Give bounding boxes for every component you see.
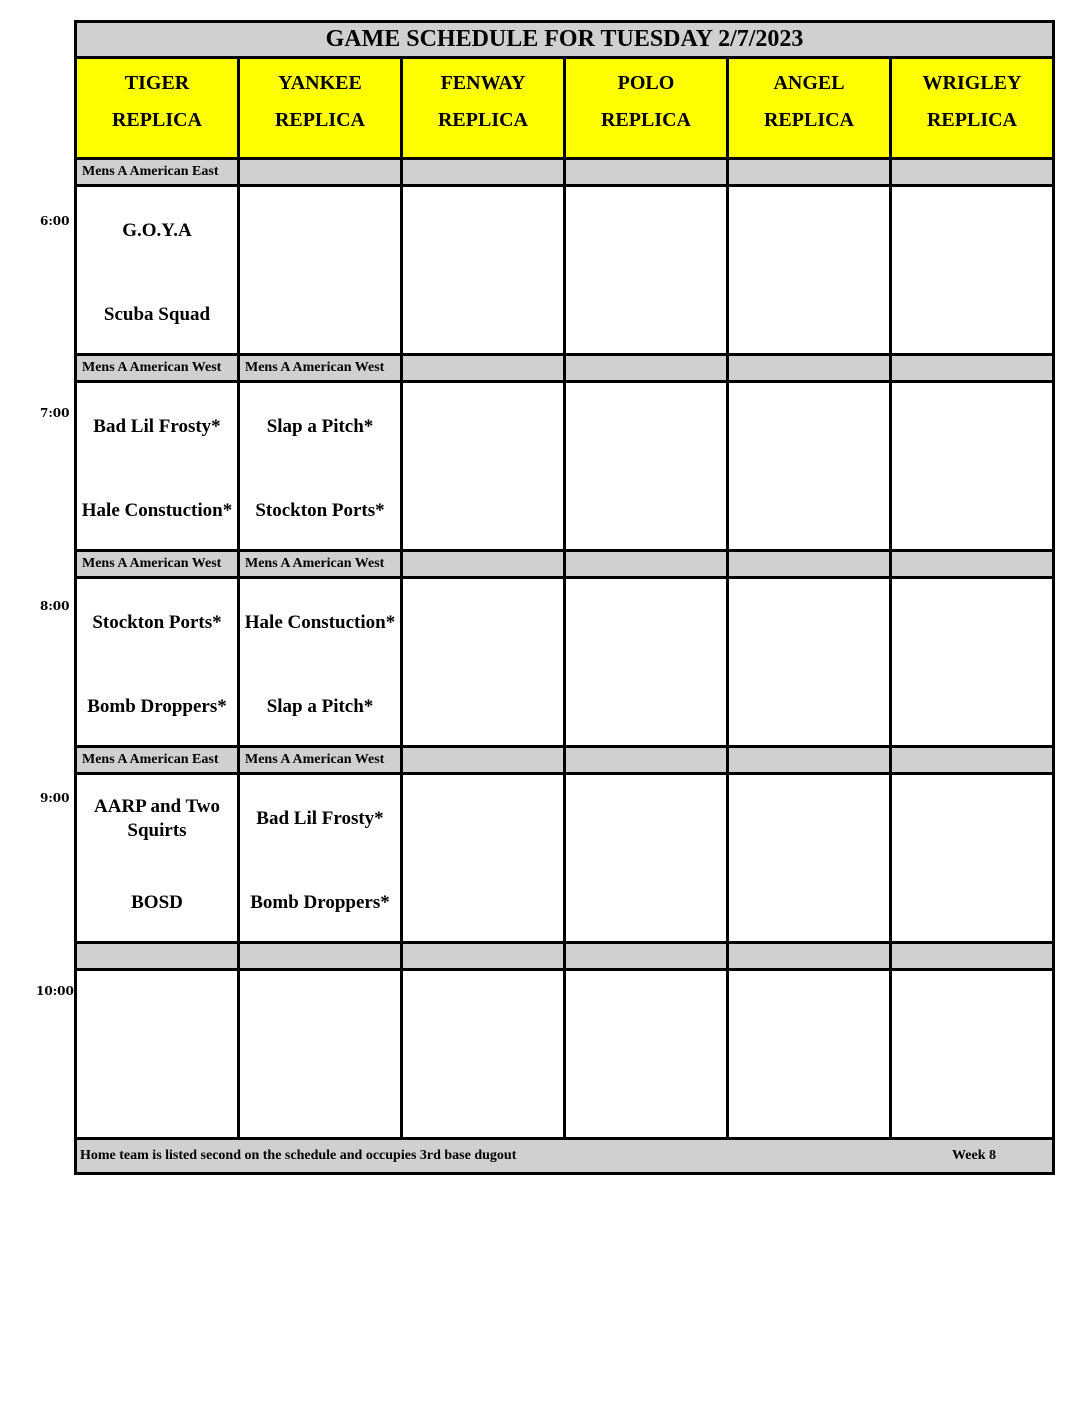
division-label [892, 944, 1055, 968]
schedule-sheet [74, 20, 1055, 1175]
division-label [566, 944, 729, 968]
game-cell [403, 971, 566, 1137]
game-row-9-00 [74, 772, 1055, 941]
field-sub: REPLICA [437, 109, 528, 131]
away-team: AARP and Two Squirts [94, 796, 220, 841]
game-cell [240, 971, 403, 1137]
away-team: Bad Lil Frosty* [93, 416, 221, 437]
field-header-yankee [240, 59, 403, 157]
field-header-polo [566, 59, 729, 157]
time-label: 9:00 [40, 791, 70, 805]
time-label: 6:00 [40, 214, 70, 228]
division-label [892, 356, 1055, 380]
field-sub: REPLICA [926, 109, 1017, 131]
field-name: POLO [617, 72, 675, 94]
division-label [566, 356, 729, 380]
game-cell [77, 971, 240, 1137]
field-name: YANKEE [278, 72, 362, 94]
division-row-8-00 [74, 549, 1055, 576]
home-team: Stockton Ports* [255, 500, 385, 521]
game-row-10-00 [74, 968, 1055, 1137]
game-cell [566, 187, 729, 353]
division-label [892, 552, 1055, 576]
home-team: Bomb Droppers* [250, 892, 390, 913]
division-label [729, 944, 892, 968]
game-cell [77, 579, 240, 745]
division-label [566, 552, 729, 576]
field-sub: REPLICA [111, 109, 202, 131]
field-sub: REPLICA [274, 109, 365, 131]
division-row-7-00 [74, 353, 1055, 380]
game-cell [240, 187, 403, 353]
division-label [403, 356, 566, 380]
game-cell [566, 971, 729, 1137]
game-cell [892, 383, 1055, 549]
division-label [240, 944, 403, 968]
game-row-7-00 [74, 380, 1055, 549]
division-label: Mens A American West [240, 356, 403, 380]
field-name: TIGER [124, 72, 190, 94]
game-row-6-00 [74, 184, 1055, 353]
time-label: 7:00 [40, 406, 70, 420]
division-label [403, 944, 566, 968]
game-cell [566, 579, 729, 745]
away-team: Slap a Pitch* [266, 416, 374, 437]
away-team: Hale Constuction* [244, 612, 396, 633]
division-row-6-00 [74, 157, 1055, 184]
away-team: Bad Lil Frosty* [256, 808, 384, 829]
time-label: 10:00 [36, 984, 74, 998]
home-team: BOSD [131, 892, 183, 913]
home-team: Slap a Pitch* [266, 696, 374, 717]
game-cell [240, 775, 403, 941]
division-label: Mens A American West [240, 552, 403, 576]
division-label [892, 748, 1055, 772]
field-name: ANGEL [773, 72, 845, 94]
game-cell [77, 187, 240, 353]
game-cell [403, 187, 566, 353]
game-cell [729, 383, 892, 549]
division-label: Mens A American East [77, 748, 240, 772]
game-cell [403, 775, 566, 941]
field-header-angel [729, 59, 892, 157]
field-header-wrigley [892, 59, 1055, 157]
home-team: Bomb Droppers* [87, 696, 227, 717]
game-cell [892, 971, 1055, 1137]
game-cell [403, 579, 566, 745]
division-label [403, 552, 566, 576]
game-cell [729, 971, 892, 1137]
game-row-8-00 [74, 576, 1055, 745]
game-cell [240, 383, 403, 549]
footer [74, 1137, 1055, 1175]
division-row-9-00 [74, 745, 1055, 772]
game-cell [77, 383, 240, 549]
away-team: G.O.Y.A [122, 220, 192, 241]
game-cell [729, 579, 892, 745]
game-cell [729, 187, 892, 353]
field-header-tiger [77, 59, 240, 157]
division-label: Mens A American West [240, 748, 403, 772]
division-label [403, 160, 566, 184]
home-team: Hale Constuction* [81, 500, 233, 521]
division-label [566, 160, 729, 184]
game-cell [892, 579, 1055, 745]
division-label: Mens A American West [77, 356, 240, 380]
division-label [729, 356, 892, 380]
game-cell [729, 775, 892, 941]
field-header-row [74, 56, 1055, 157]
field-name: FENWAY [440, 72, 526, 94]
division-label [729, 160, 892, 184]
game-cell [240, 579, 403, 745]
division-label [77, 944, 240, 968]
game-cell [892, 775, 1055, 941]
division-label [566, 748, 729, 772]
field-sub: REPLICA [763, 109, 854, 131]
division-label: Mens A American West [77, 552, 240, 576]
division-label [892, 160, 1055, 184]
field-sub: REPLICA [600, 109, 691, 131]
field-header-fenway [403, 59, 566, 157]
away-team: Stockton Ports* [92, 612, 222, 633]
game-cell [77, 775, 240, 941]
division-label [240, 160, 403, 184]
week-label: Week 8 [952, 1148, 996, 1163]
game-cell [892, 187, 1055, 353]
game-cell [566, 383, 729, 549]
time-label: 8:00 [40, 599, 70, 613]
game-cell [566, 775, 729, 941]
field-name: WRIGLEY [922, 72, 1022, 94]
division-label [729, 552, 892, 576]
division-label [729, 748, 892, 772]
division-label: Mens A American East [77, 160, 240, 184]
page-title: GAME SCHEDULE FOR TUESDAY 2/7/2023 [74, 20, 1055, 56]
footer-note: Home team is listed second on the schedule and occupies 3rd base dugout [80, 1148, 517, 1163]
game-cell [403, 383, 566, 549]
division-row-10-00 [74, 941, 1055, 968]
division-label [403, 748, 566, 772]
home-team: Scuba Squad [103, 304, 211, 325]
